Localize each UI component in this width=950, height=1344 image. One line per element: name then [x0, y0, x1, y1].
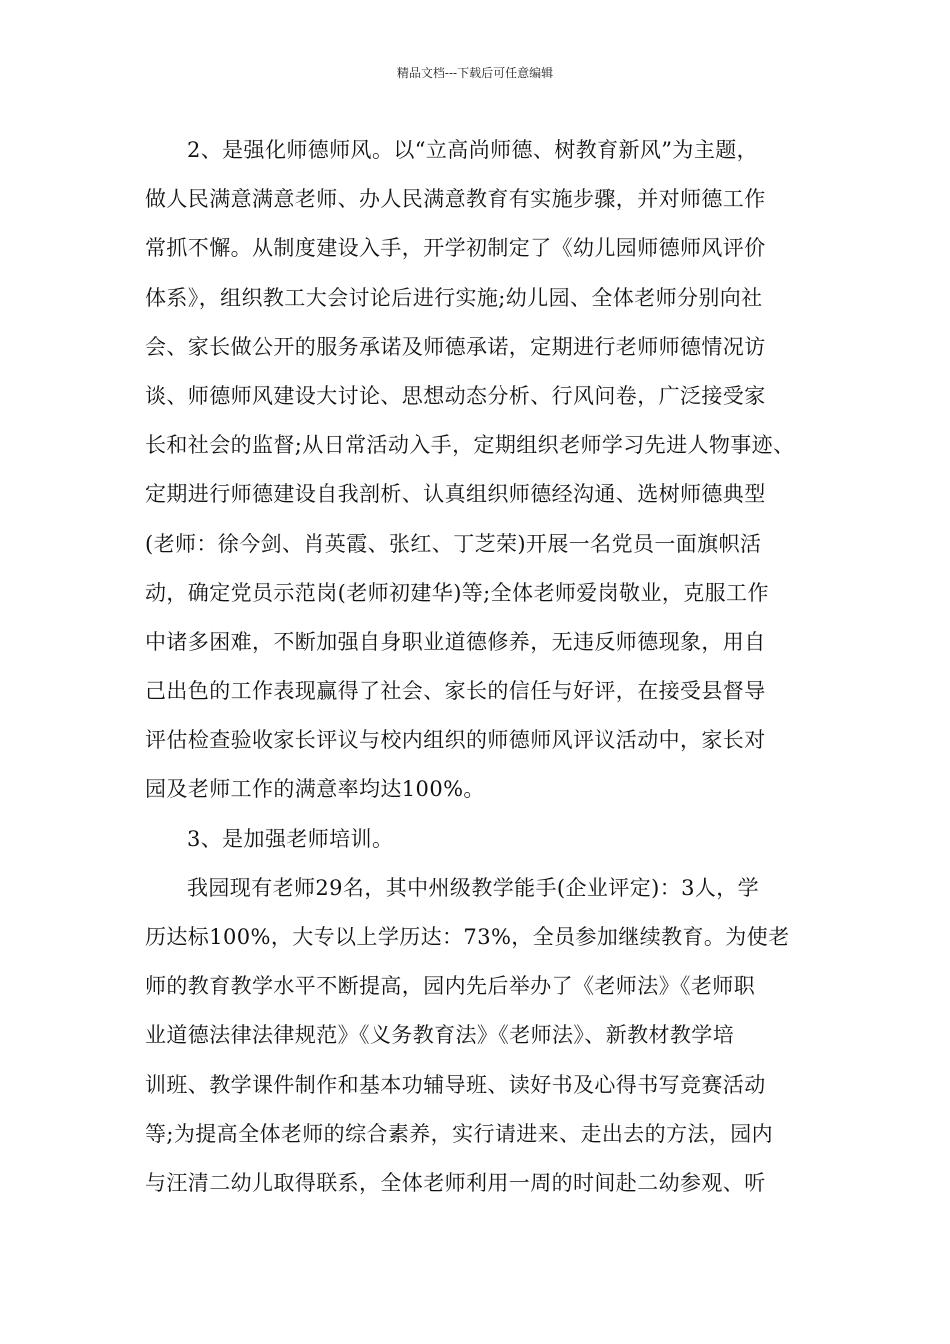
paragraph-line: 2、是强化师德师风。以“立高尚师德、树教育新风”为主题， — [187, 138, 759, 162]
section-heading: 3、是加强老师培训。 — [187, 826, 394, 851]
paragraph-line: 园及老师工作的满意率均达100%。 — [145, 777, 485, 802]
paragraph-line: 会、家长做公开的服务承诺及师德承诺，定期进行老师师德情况访 — [145, 334, 766, 359]
paragraph-line: (老师：徐今剑、肖英霞、张红、丁芝荣)开展一名党员一面旗帜活 — [145, 531, 762, 556]
paragraph-line: 体系》，组织教工大会讨论后进行实施;幼儿园、全体老师分别向社 — [145, 285, 763, 310]
paragraph-line: 定期进行师德建设自我剖析、认真组织师德经沟通、选树师德典型 — [145, 482, 766, 507]
paragraph-line: 评估检查验收家长评议与校内组织的师德师风评议活动中，家长对 — [145, 728, 766, 753]
paragraph-line: 常抓不懈。从制度建设入手，开学初制定了《幼儿园师德师风评价 — [145, 236, 766, 261]
paragraph-line: 谈、师德师风建设大讨论、思想动态分析、行风问卷，广泛接受家 — [145, 383, 766, 408]
paragraph-line: 动，确定党员示范岗(老师初建华)等;全体老师爱岗敬业，克服工作 — [145, 580, 769, 605]
paragraph-line: 师的教育教学水平不断提高，园内先后举办了《老师法》《老师职 — [145, 974, 756, 999]
paragraph-line: 长和社会的监督;从日常活动入手，定期组织老师学习先进人物事迹、 — [145, 433, 795, 458]
paragraph-line: 中诸多困难，不断加强自身职业道德修养，无违反师德现象，用自 — [145, 629, 766, 654]
page-header: 精品文档---下载后可任意编辑 — [396, 66, 554, 80]
paragraph-line: 业道德法律法律规范》《义务教育法》《老师法》、新教材教学培 — [145, 1023, 735, 1048]
paragraph-line: 历达标100%，大专以上学历达：73%，全员参加继续教育。为使老 — [145, 925, 790, 949]
document-body — [145, 126, 815, 1208]
paragraph-line: 我园现有老师29名，其中州级教学能手(企业评定)：3人，学 — [187, 875, 760, 900]
paragraph-line: 与汪清二幼儿取得联系，全体老师利用一周的时间赴二幼参观、听 — [145, 1170, 766, 1195]
paragraph-line: 做人民满意满意老师、办人民满意教育有实施步骤，并对师德工作 — [145, 187, 766, 212]
paragraph-line: 等;为提高全体老师的综合素养，实行请进来、走出去的方法，园内 — [145, 1121, 774, 1146]
paragraph-line: 己出色的工作表现赢得了社会、家长的信任与好评，在接受县督导 — [145, 679, 766, 704]
paragraph-line: 训班、教学课件制作和基本功辅导班、读好书及心得书写竞赛活动 — [145, 1072, 766, 1097]
